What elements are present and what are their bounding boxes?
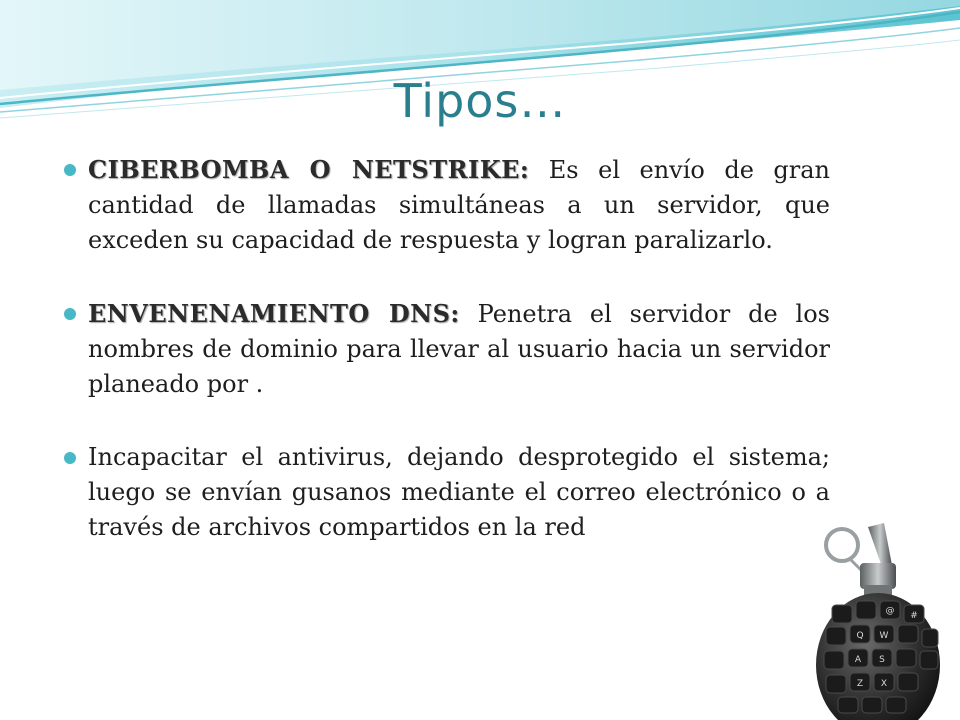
bullet-dot-icon: [64, 164, 76, 176]
bullet-ciberbomba: [64, 152, 830, 258]
key-label: Q: [856, 631, 864, 641]
bullet-list: [64, 152, 830, 583]
key-label: Z: [856, 679, 864, 689]
bullet-envenenamiento-dns: [64, 296, 830, 402]
key-label: W: [879, 631, 889, 641]
slide-title: Tipos…: [393, 74, 567, 128]
bullet-dot-icon: [64, 452, 76, 464]
bullet-antivirus: [64, 440, 830, 545]
bullet-dot-icon: [64, 308, 76, 320]
bullet-term: ENVENENAMIENTO DNS:: [88, 299, 460, 328]
bullet-text: Penetra el servidor de los nombres de dominio para llevar al usuario hacia un servidor planeado por .: [88, 300, 830, 398]
bullet-text: Incapacitar el antivirus, dejando desprotegido el sistema; luego se envían gusanos mediante el correo electrónico o a través de archivos compartidos en la red: [88, 443, 830, 541]
key-label: #: [910, 611, 918, 621]
bullet-text: Es el envío de gran cantidad de llamadas simultáneas a un servidor, que exceden su capacidad de respuesta y logran paralizarlo.: [88, 156, 830, 254]
key-label: A: [854, 655, 862, 665]
grenade-keyboard-image: [780, 505, 960, 720]
key-label: S: [879, 655, 885, 665]
key-label: X: [880, 679, 888, 689]
bullet-term: CIBERBOMBA O NETSTRIKE:: [88, 155, 530, 184]
key-label: @: [885, 606, 895, 616]
